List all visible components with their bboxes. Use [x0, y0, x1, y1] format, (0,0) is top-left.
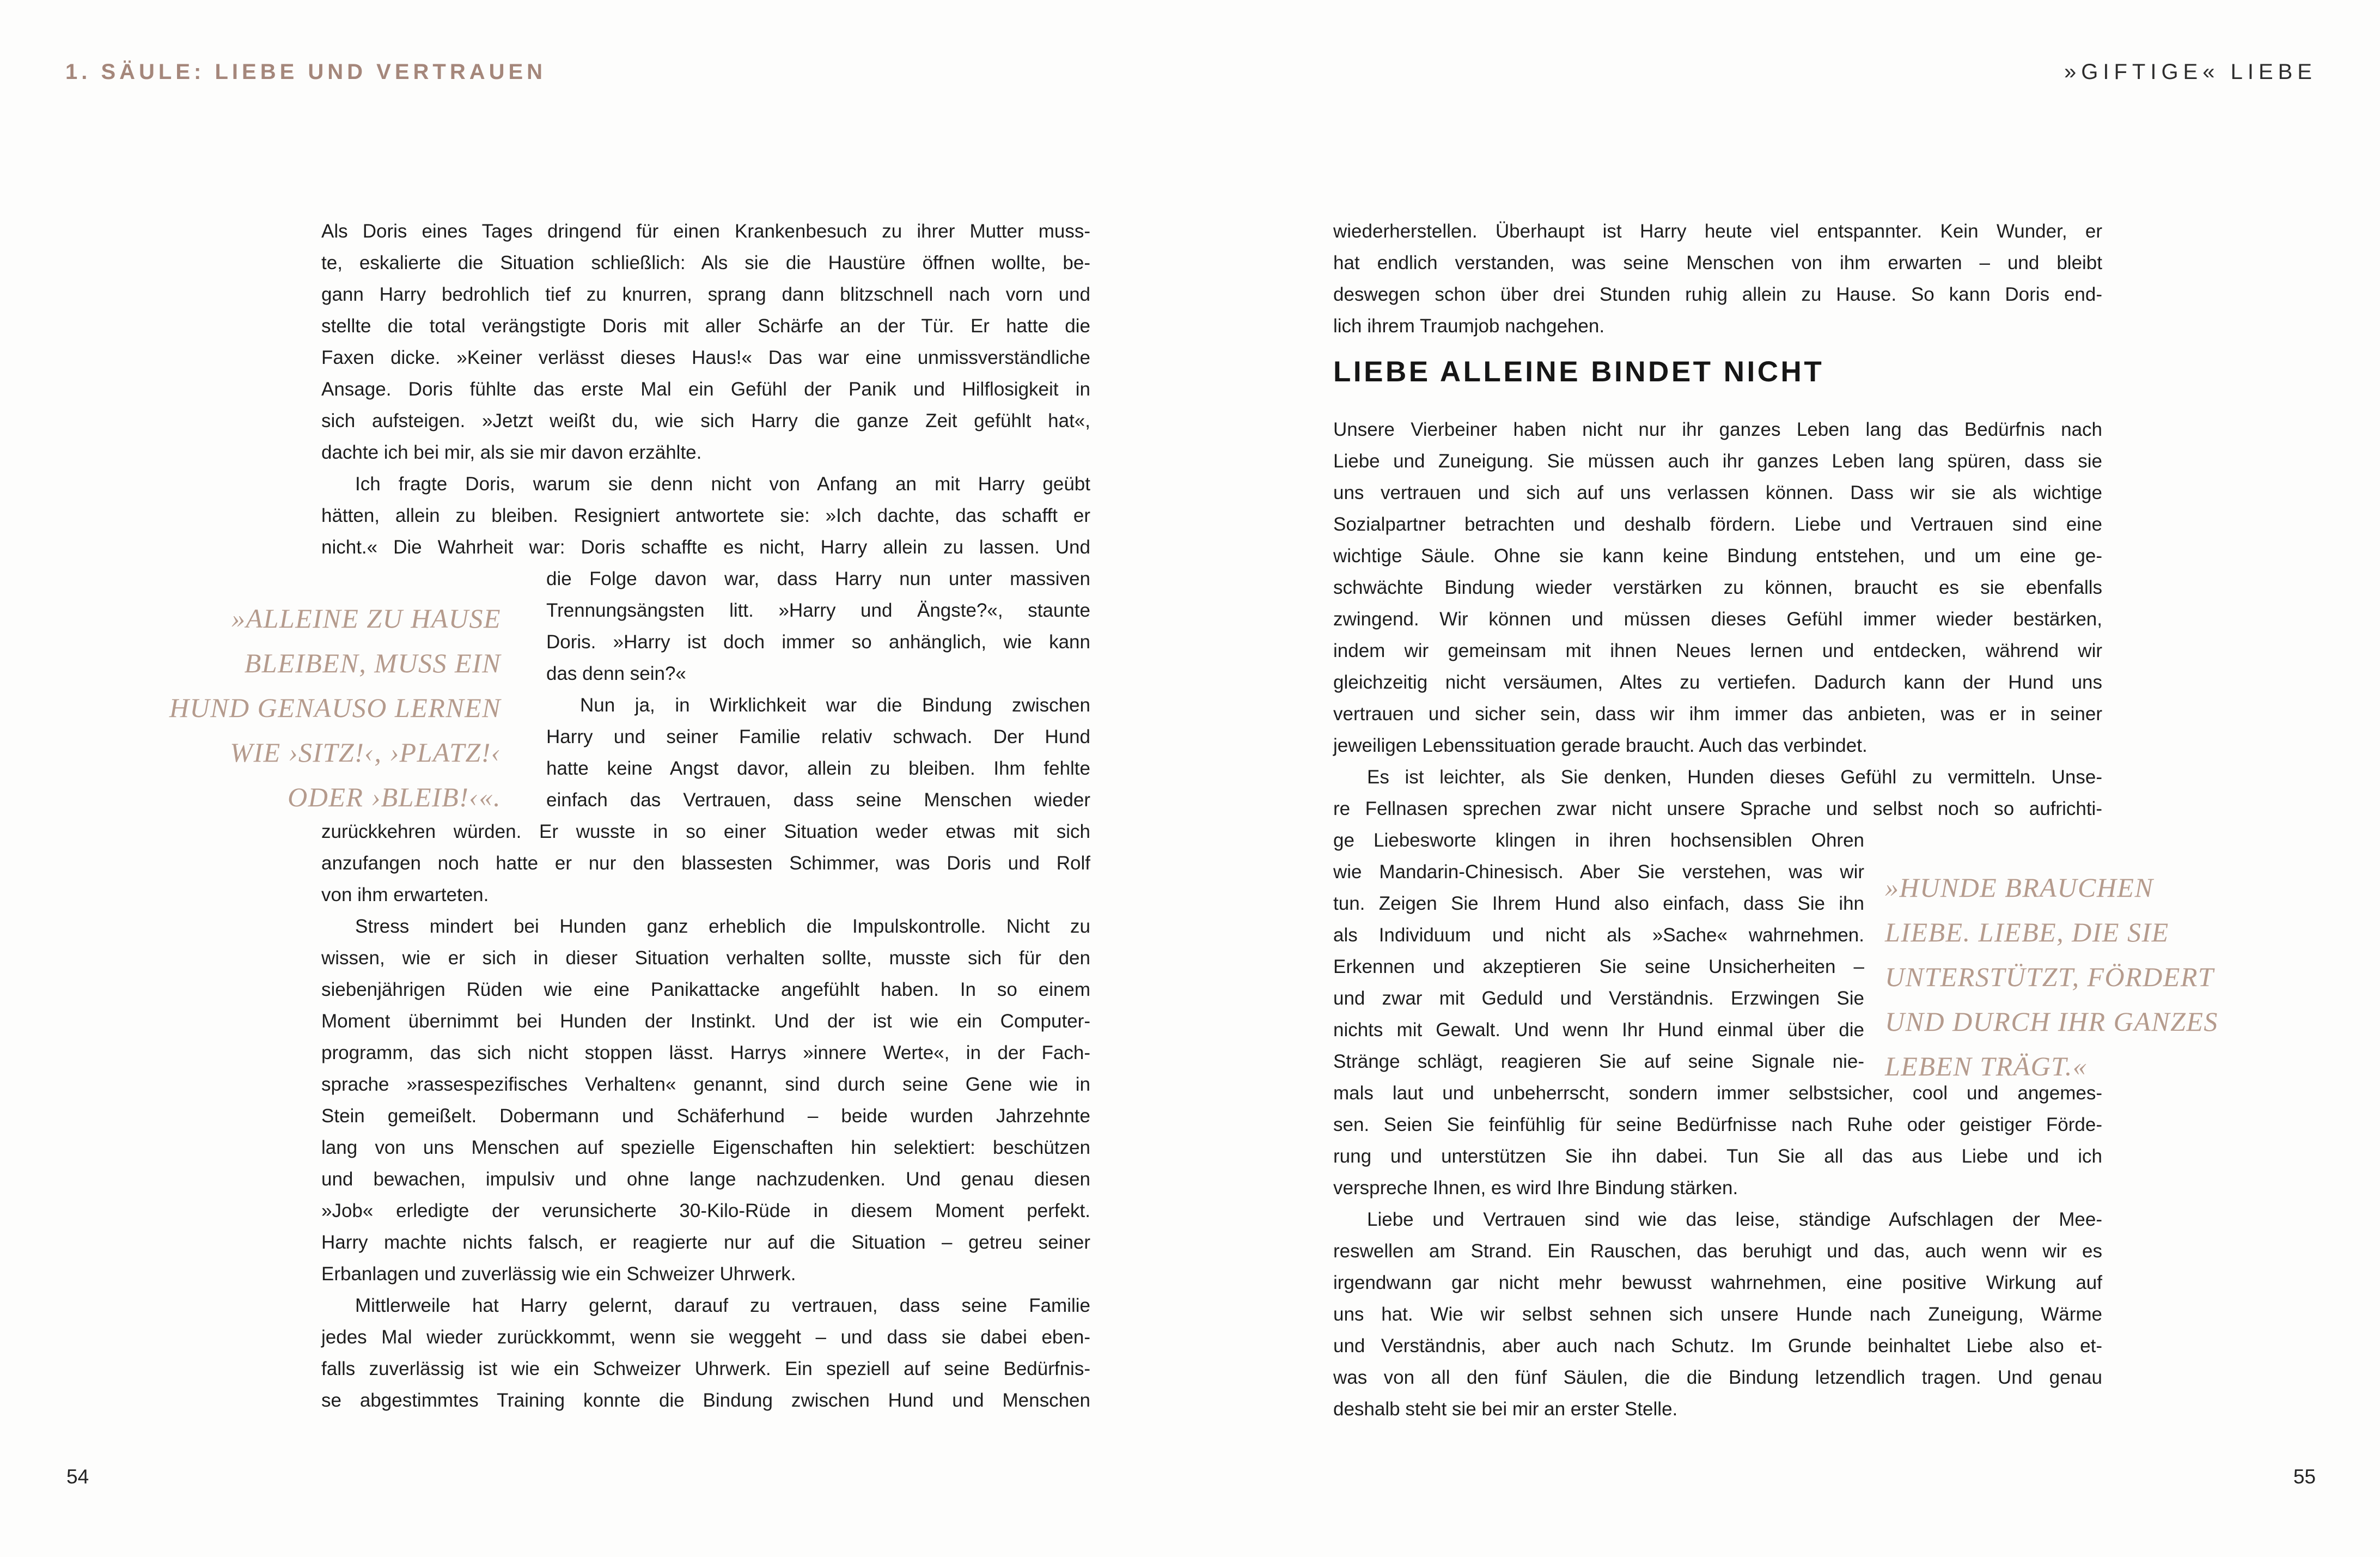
text-line: hatte keine Angst davor, allein zu bleiben. Ihm fehlte	[546, 758, 1090, 779]
right-pull-quote	[1885, 865, 2375, 1088]
text-line: Sozialpartner betrachten und deshalb fördern. Liebe und Vertrauen sind eine	[1333, 514, 2102, 535]
text-line: nichts mit Gewalt. Und wenn Ihr Hund einmal über die	[1333, 1019, 1864, 1041]
text-line: sich aufsteigen. »Jetzt weißt du, wie sich Harry die ganze Zeit gefühlt hat«,	[321, 410, 1090, 431]
text-line: HUND GENAUSO LERNEN	[169, 692, 501, 723]
text-line: rung und unterstützen Sie ihn dabei. Tun Sie all das aus Liebe und ich	[1333, 1146, 2102, 1167]
left-pull-quote	[112, 596, 501, 819]
text-line: LEBEN TRÄGT.«	[1885, 1051, 2088, 1081]
text-line: wie Mandarin-Chinesisch. Aber Sie verstehen, was wir	[1333, 861, 1864, 883]
text-line: hat endlich verstanden, was seine Menschen von ihm erwarten – und bleibt	[1333, 252, 2102, 273]
text-line: und zwar mit Geduld und Verständnis. Erzwingen Sie	[1333, 988, 1864, 1009]
text-line: als Individuum und nicht als »Sache« wahrnehmen.	[1333, 925, 1864, 946]
text-line: programm, das sich nicht stoppen lässt. Harrys »innere Werte«, in der Fach-	[321, 1042, 1090, 1063]
text-line: re Fellnasen sprechen zwar nicht unsere Sprache und selbst noch so aufrichti-	[1333, 798, 2102, 819]
text-line: Erkennen und akzeptieren Sie seine Unsicherheiten –	[1333, 956, 1864, 977]
text-line: einfach das Vertrauen, dass seine Menschen wieder	[546, 789, 1090, 811]
text-line: Unsere Vierbeiner haben nicht nur ihr ganzes Leben lang das Bedürfnis nach	[1333, 419, 2102, 440]
text-line: uns vertrauen und sich auf uns verlassen können. Dass wir sie als wichtige	[1333, 482, 2102, 503]
text-line: die Folge davon war, dass Harry nun unter massiven	[546, 568, 1090, 589]
text-line: zurückkehren würden. Er wusste in so einer Situation weder etwas mit sich	[321, 821, 1090, 842]
text-line: uns hat. Wie wir selbst sehnen sich unsere Hunde nach Zuneigung, Wärme	[1333, 1304, 2102, 1325]
right-page	[1190, 0, 2380, 1557]
text-line: tun. Zeigen Sie Ihrem Hund also einfach, dass Sie ihn	[1333, 893, 1864, 914]
text-line: Faxen dicke. »Keiner verlässt dieses Haus!« Das war eine unmissverständliche	[321, 347, 1090, 368]
text-line: anzufangen noch hatte er nur den blassesten Schimmer, was Doris und Rolf	[321, 853, 1090, 874]
text-line: deshalb steht sie bei mir an erster Stelle.	[1333, 1398, 1678, 1420]
text-line: Harry und seiner Familie relativ schwach. Der Hund	[546, 726, 1090, 747]
text-line: und Verständnis, aber auch nach Schutz. Im Grunde beinhaltet Liebe also et-	[1333, 1335, 2102, 1357]
text-line: reswellen am Strand. Ein Rauschen, das beruhigt und das, auch wenn wir es	[1333, 1240, 2102, 1262]
right-page-number: 55	[2293, 1465, 2316, 1488]
text-line: sen. Seien Sie feinfühlig für seine Bedürfnisse nach Ruhe oder geistiger Förde-	[1333, 1114, 2102, 1135]
text-line: wissen, wie er sich in dieser Situation verhalten sollte, musste sich für den	[321, 947, 1090, 969]
text-line: ODER ›BLEIB!‹«.	[288, 782, 501, 812]
text-line: lich ihrem Traumjob nachgehen.	[1333, 315, 1605, 337]
text-line: gleichzeitig nicht versäumen, Altes zu vertiefen. Dadurch kann der Hund uns	[1333, 672, 2102, 693]
text-line: Liebe und Vertrauen sind wie das leise, ständige Aufschlagen der Mee-	[1367, 1209, 2102, 1230]
left-page-number: 54	[66, 1465, 89, 1488]
text-line: das denn sein?«	[546, 663, 686, 684]
text-line: Doris. »Harry ist doch immer so anhänglich, wie kann	[546, 631, 1090, 653]
text-line: Harry machte nichts falsch, er reagierte nur auf die Situation – getreu seiner	[321, 1232, 1090, 1253]
text-line: wiederherstellen. Überhaupt ist Harry heute viel entspannter. Kein Wunder, er	[1333, 221, 2102, 242]
text-line: was von all den fünf Säulen, die die Bindung letzendlich tragen. Und genau	[1333, 1367, 2102, 1388]
text-line: verspreche Ihnen, es wird Ihre Bindung stärken.	[1333, 1177, 1738, 1199]
text-line: gann Harry bedrohlich tief zu knurren, sprang dann blitzschnell nach vorn und	[321, 284, 1090, 305]
text-line: Nun ja, in Wirklichkeit war die Bindung zwischen	[580, 695, 1090, 716]
text-line: »HUNDE BRAUCHEN	[1885, 872, 2154, 903]
text-line: BLEIBEN, MUSS EIN	[244, 648, 501, 678]
text-line: schwächte Bindung wieder verstärken zu können, braucht es sie ebenfalls	[1333, 577, 2102, 598]
text-line: Als Doris eines Tages dringend für einen Krankenbesuch zu ihrer Mutter muss-	[321, 221, 1090, 242]
text-line: WIE ›SITZ!‹, ›PLATZ!‹	[230, 737, 501, 768]
text-line: LIEBE. LIEBE, DIE SIE	[1885, 917, 2169, 947]
text-line: Stränge schlägt, reagieren Sie auf seine Signale nie-	[1333, 1051, 1864, 1072]
text-line: Mittlerweile hat Harry gelernt, darauf zu vertrauen, dass seine Familie	[355, 1295, 1090, 1316]
text-line: te, eskalierte die Situation schließlich: Als sie die Haustüre öffnen wollte, be-	[321, 252, 1090, 273]
text-line: zwingend. Wir können und müssen dieses Gefühl immer wieder bestärken,	[1333, 609, 2102, 630]
text-line: Liebe und Zuneigung. Sie müssen auch ihr ganzes Leben lang spüren, dass sie	[1333, 451, 2102, 472]
text-line: Erbanlagen und zuverlässig wie ein Schweizer Uhrwerk.	[321, 1263, 796, 1285]
text-line: Ich fragte Doris, warum sie denn nicht von Anfang an mit Harry geübt	[355, 473, 1090, 495]
text-line: indem wir gemeinsam mit ihnen Neues lernen und entdecken, während wir	[1333, 640, 2102, 661]
text-line: Es ist leichter, als Sie denken, Hunden dieses Gefühl zu vermitteln. Unse-	[1367, 767, 2102, 788]
text-line: Stress mindert bei Hunden ganz erheblich die Impulskontrolle. Nicht zu	[355, 916, 1090, 937]
text-line: »ALLEINE ZU HAUSE	[231, 603, 501, 634]
text-line: »Job« erledigte der verunsicherte 30-Kilo-Rüde in diesem Moment perfekt.	[321, 1200, 1090, 1221]
text-line: hätten, allein zu bleiben. Resigniert antwortete sie: »Ich dachte, das schafft er	[321, 505, 1090, 526]
text-line: Moment übernimmt bei Hunden der Instinkt. Und der ist wie ein Computer-	[321, 1011, 1090, 1032]
text-line: sprache »rassespezifisches Verhalten« genannt, sind durch seine Gene wie in	[321, 1074, 1090, 1095]
text-line: vertrauen und sicher sein, dass wir ihm immer das anbieten, was er in seiner	[1333, 703, 2102, 725]
right-body-column-top	[1333, 216, 2102, 342]
text-line: falls zuverlässig ist wie ein Schweizer Uhrwerk. Ein speziell auf seine Bedürfnis-	[321, 1358, 1090, 1379]
text-line: und bewachen, impulsiv und ohne lange nachzudenken. Und genau diesen	[321, 1169, 1090, 1190]
text-line: irgendwann gar nicht mehr bewusst wahrnehmen, eine positive Wirkung auf	[1333, 1272, 2102, 1293]
text-line: siebenjährigen Rüden wie eine Panikattacke angefühlt haben. In so einem	[321, 979, 1090, 1000]
text-line: von ihm erwarteten.	[321, 884, 489, 905]
text-line: dachte ich bei mir, als sie mir davon erzählte.	[321, 442, 702, 463]
left-running-head: 1. SÄULE: LIEBE UND VERTRAUEN	[65, 60, 547, 84]
text-line: deswegen schon über drei Stunden ruhig allein zu Hause. So kann Doris end-	[1333, 284, 2102, 305]
text-line: se abgestimmtes Training konnte die Bindung zwischen Hund und Menschen	[321, 1390, 1090, 1411]
text-line: wichtige Säule. Ohne sie kann keine Bindung entstehen, und um eine ge-	[1333, 545, 2102, 567]
text-line: Stein gemeißelt. Dobermann und Schäferhund – beide wurden Jahrzehnte	[321, 1105, 1090, 1127]
text-line: ge Liebesworte klingen in ihren hochsensiblen Ohren	[1333, 830, 1864, 851]
text-line: lang von uns Menschen auf spezielle Eigenschaften hin selektiert: beschützen	[321, 1137, 1090, 1158]
section-heading: LIEBE ALLEINE BINDET NICHT	[1333, 356, 1824, 388]
text-line: nicht.« Die Wahrheit war: Doris schaffte es nicht, Harry allein zu lassen. Und	[321, 537, 1090, 558]
text-line: UNTERSTÜTZT, FÖRDERT	[1885, 962, 2214, 992]
text-line: mals laut und unbeherrscht, sondern immer selbstsicher, cool und angemes-	[1333, 1082, 2102, 1104]
text-line: UND DURCH IHR GANZES	[1885, 1006, 2218, 1037]
text-line: stellte die total verängstigte Doris mit aller Schärfe an der Tür. Er hatte die	[321, 315, 1090, 337]
text-line: jeweiligen Lebenssituation gerade braucht. Auch das verbindet.	[1333, 735, 1868, 756]
text-line: Ansage. Doris fühlte das erste Mal ein Gefühl der Panik und Hilflosigkeit in	[321, 379, 1090, 400]
text-line: Trennungsängsten litt. »Harry und Ängste?«, staunte	[546, 600, 1090, 621]
text-line: jedes Mal wieder zurückkommt, wenn sie weggeht – und dass sie dabei eben-	[321, 1327, 1090, 1348]
right-running-head: »GIFTIGE« LIEBE	[2064, 60, 2317, 84]
